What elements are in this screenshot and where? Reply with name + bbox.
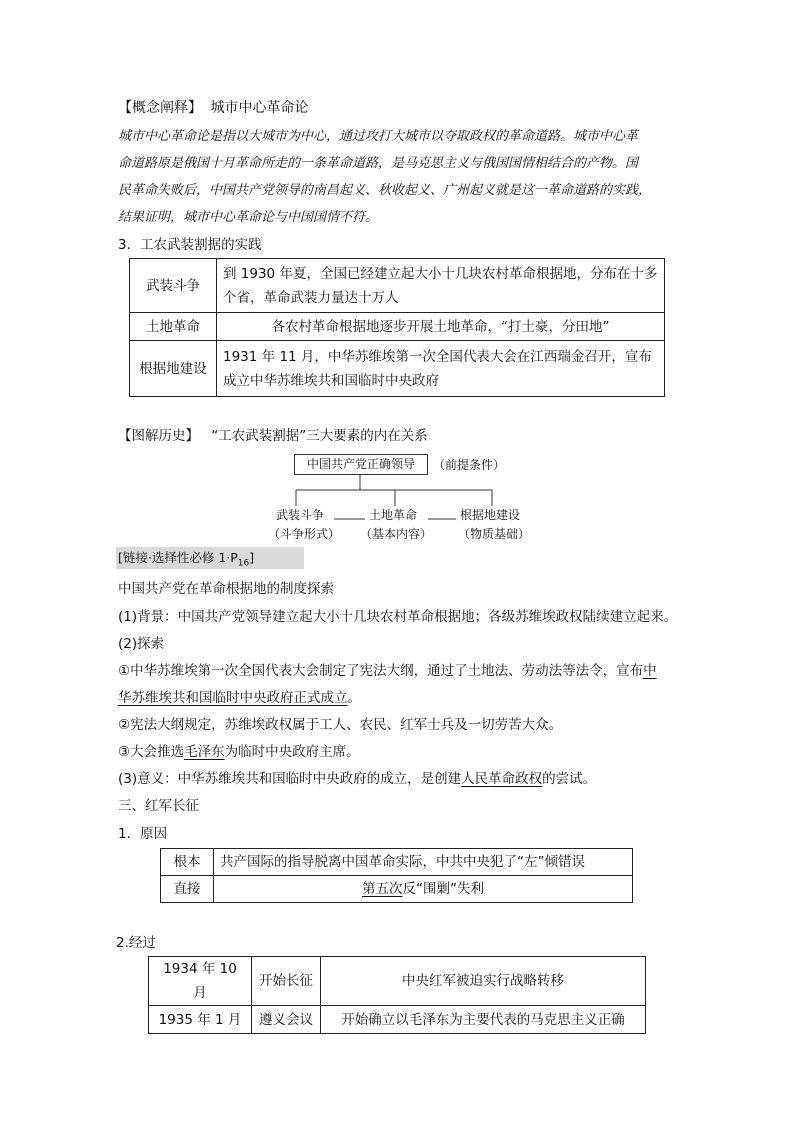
cause-label: 直接 xyxy=(161,876,214,903)
concept-line-3: 民革命失败后，中国共产党领导的南昌起义、秋收起义、广州起义就是这一革命道路的实践， xyxy=(118,183,652,198)
row-line: 成立中华苏维埃共和国临时中央政府 xyxy=(223,372,439,389)
diagram-node-1: 武装斗争 xyxy=(276,508,325,522)
concept-line-1: 城市中心革命论是指以大城市为中心，通过攻打大城市以夺取政权的革命道路。城市中心革 xyxy=(118,129,639,144)
concept-tag: 【概念阐释】 xyxy=(118,100,202,116)
process-date: 1935 年 1 月 xyxy=(149,1006,252,1034)
link-background: (1)背景：中国共产党领导建立起大小十几块农村革命根据地；各级苏维埃政权陆续建立起来。 xyxy=(118,609,678,625)
link-explore-2: ②宪法大纲规定，苏维埃政权属于工人、农民、红军士兵及一切劳苦大众。 xyxy=(118,717,563,733)
table-row xyxy=(161,849,633,876)
process-table xyxy=(148,956,646,1034)
link-explore-1-cont: 华苏维埃共和国临时中央政府正式成立。 xyxy=(118,690,361,706)
concept-line-4: 结果证明，城市中心革命论与中国国情不符。 xyxy=(118,210,379,225)
cause-text: 共产国际的指导脱离中国革命实际，中共中央犯了“左”倾错误 xyxy=(214,849,633,876)
link-explore-heading: (2)探索 xyxy=(118,636,165,652)
row-label: 根据地建设 xyxy=(130,341,217,397)
row-line: 到 1930 年夏，全国已经建立起大小十几块农村革命根据地，分布在十多 xyxy=(223,265,658,282)
concept-title: 城市中心革命论 xyxy=(210,100,309,116)
table-row xyxy=(161,876,633,903)
underlined-text: 华苏维埃共和国临时中央政府正式成立 xyxy=(118,690,348,706)
row-content: 各农村革命根据地逐步开展土地革命，“打土豪，分田地” xyxy=(217,313,665,341)
cause-heading: 1．原因 xyxy=(118,826,168,842)
link-explore-3: ③大会推选毛泽东为临时中央政府主席。 xyxy=(118,744,360,760)
table-row xyxy=(149,957,646,1006)
row-line: 个省，革命武装力量达十万人 xyxy=(223,289,399,306)
link-meaning: (3)意义：中华苏维埃共和国临时中央政府的成立，是创建人民革命政权的尝试。 xyxy=(118,771,597,787)
long-march-heading: 三、红军长征 xyxy=(118,798,199,814)
process-desc: 中央红军被迫实行战略转移 xyxy=(321,957,646,1006)
diagram-note-3: （物质基础） xyxy=(458,527,531,541)
cause-label: 根本 xyxy=(161,849,214,876)
section3-heading: 3．工农武装割据的实践 xyxy=(118,237,262,253)
link-explore-1: ①中华苏维埃第一次全国代表大会制定了宪法大纲，通过了土地法、劳动法等法令，宣布中 xyxy=(118,663,657,679)
underlined-text: 中 xyxy=(643,663,657,679)
row-label: 武装斗争 xyxy=(130,259,217,313)
diagram-node-3: 根据地建设 xyxy=(460,508,521,522)
process-desc: 开始确立以毛泽东为主要代表的马克思主义正确 xyxy=(321,1006,646,1034)
underlined-text: 人民革命政权 xyxy=(461,771,543,787)
diagram-connectors xyxy=(0,0,794,560)
process-event: 遵义会议 xyxy=(252,1006,321,1034)
underlined-text: 第五次 xyxy=(362,881,403,897)
diagram-top-box: 中国共产党正确领导 xyxy=(294,454,428,475)
underlined-text: 毛泽东 xyxy=(184,744,225,760)
row-label: 土地革命 xyxy=(130,313,217,341)
diagram-tag: 【图解历史】 xyxy=(118,428,199,444)
process-heading: 2.经过 xyxy=(116,935,156,951)
diagram-note-2: （基本内容） xyxy=(360,527,433,541)
cause-table xyxy=(160,848,633,903)
diagram-note-1: （斗争形式） xyxy=(268,527,341,541)
diagram-top-note: （前提条件） xyxy=(433,458,506,472)
link-label: [链接·选择性必修 $1\cdot P_{16}$] xyxy=(116,547,304,569)
table-row xyxy=(149,1006,646,1034)
process-event: 开始长征 xyxy=(252,957,321,1006)
row-line: 1931 年 11 月，中华苏维埃第一次全国代表大会在江西瑞金召开，宣布 xyxy=(223,348,652,365)
diagram-title: “工农武装割据”三大要素的内在关系 xyxy=(211,428,428,444)
process-date: 1934 年 10 月 xyxy=(149,957,252,1006)
concept-line-2: 命道路原是俄国十月革命所走的一条革命道路，是马克思主义与俄国国情相结合的产物。国 xyxy=(118,156,639,171)
diagram-node-2: 土地革命 xyxy=(369,508,418,522)
link-title: 中国共产党在革命根据地的制度探索 xyxy=(118,581,334,597)
cause-text: 第五次反“围剿”失利 xyxy=(214,876,633,903)
